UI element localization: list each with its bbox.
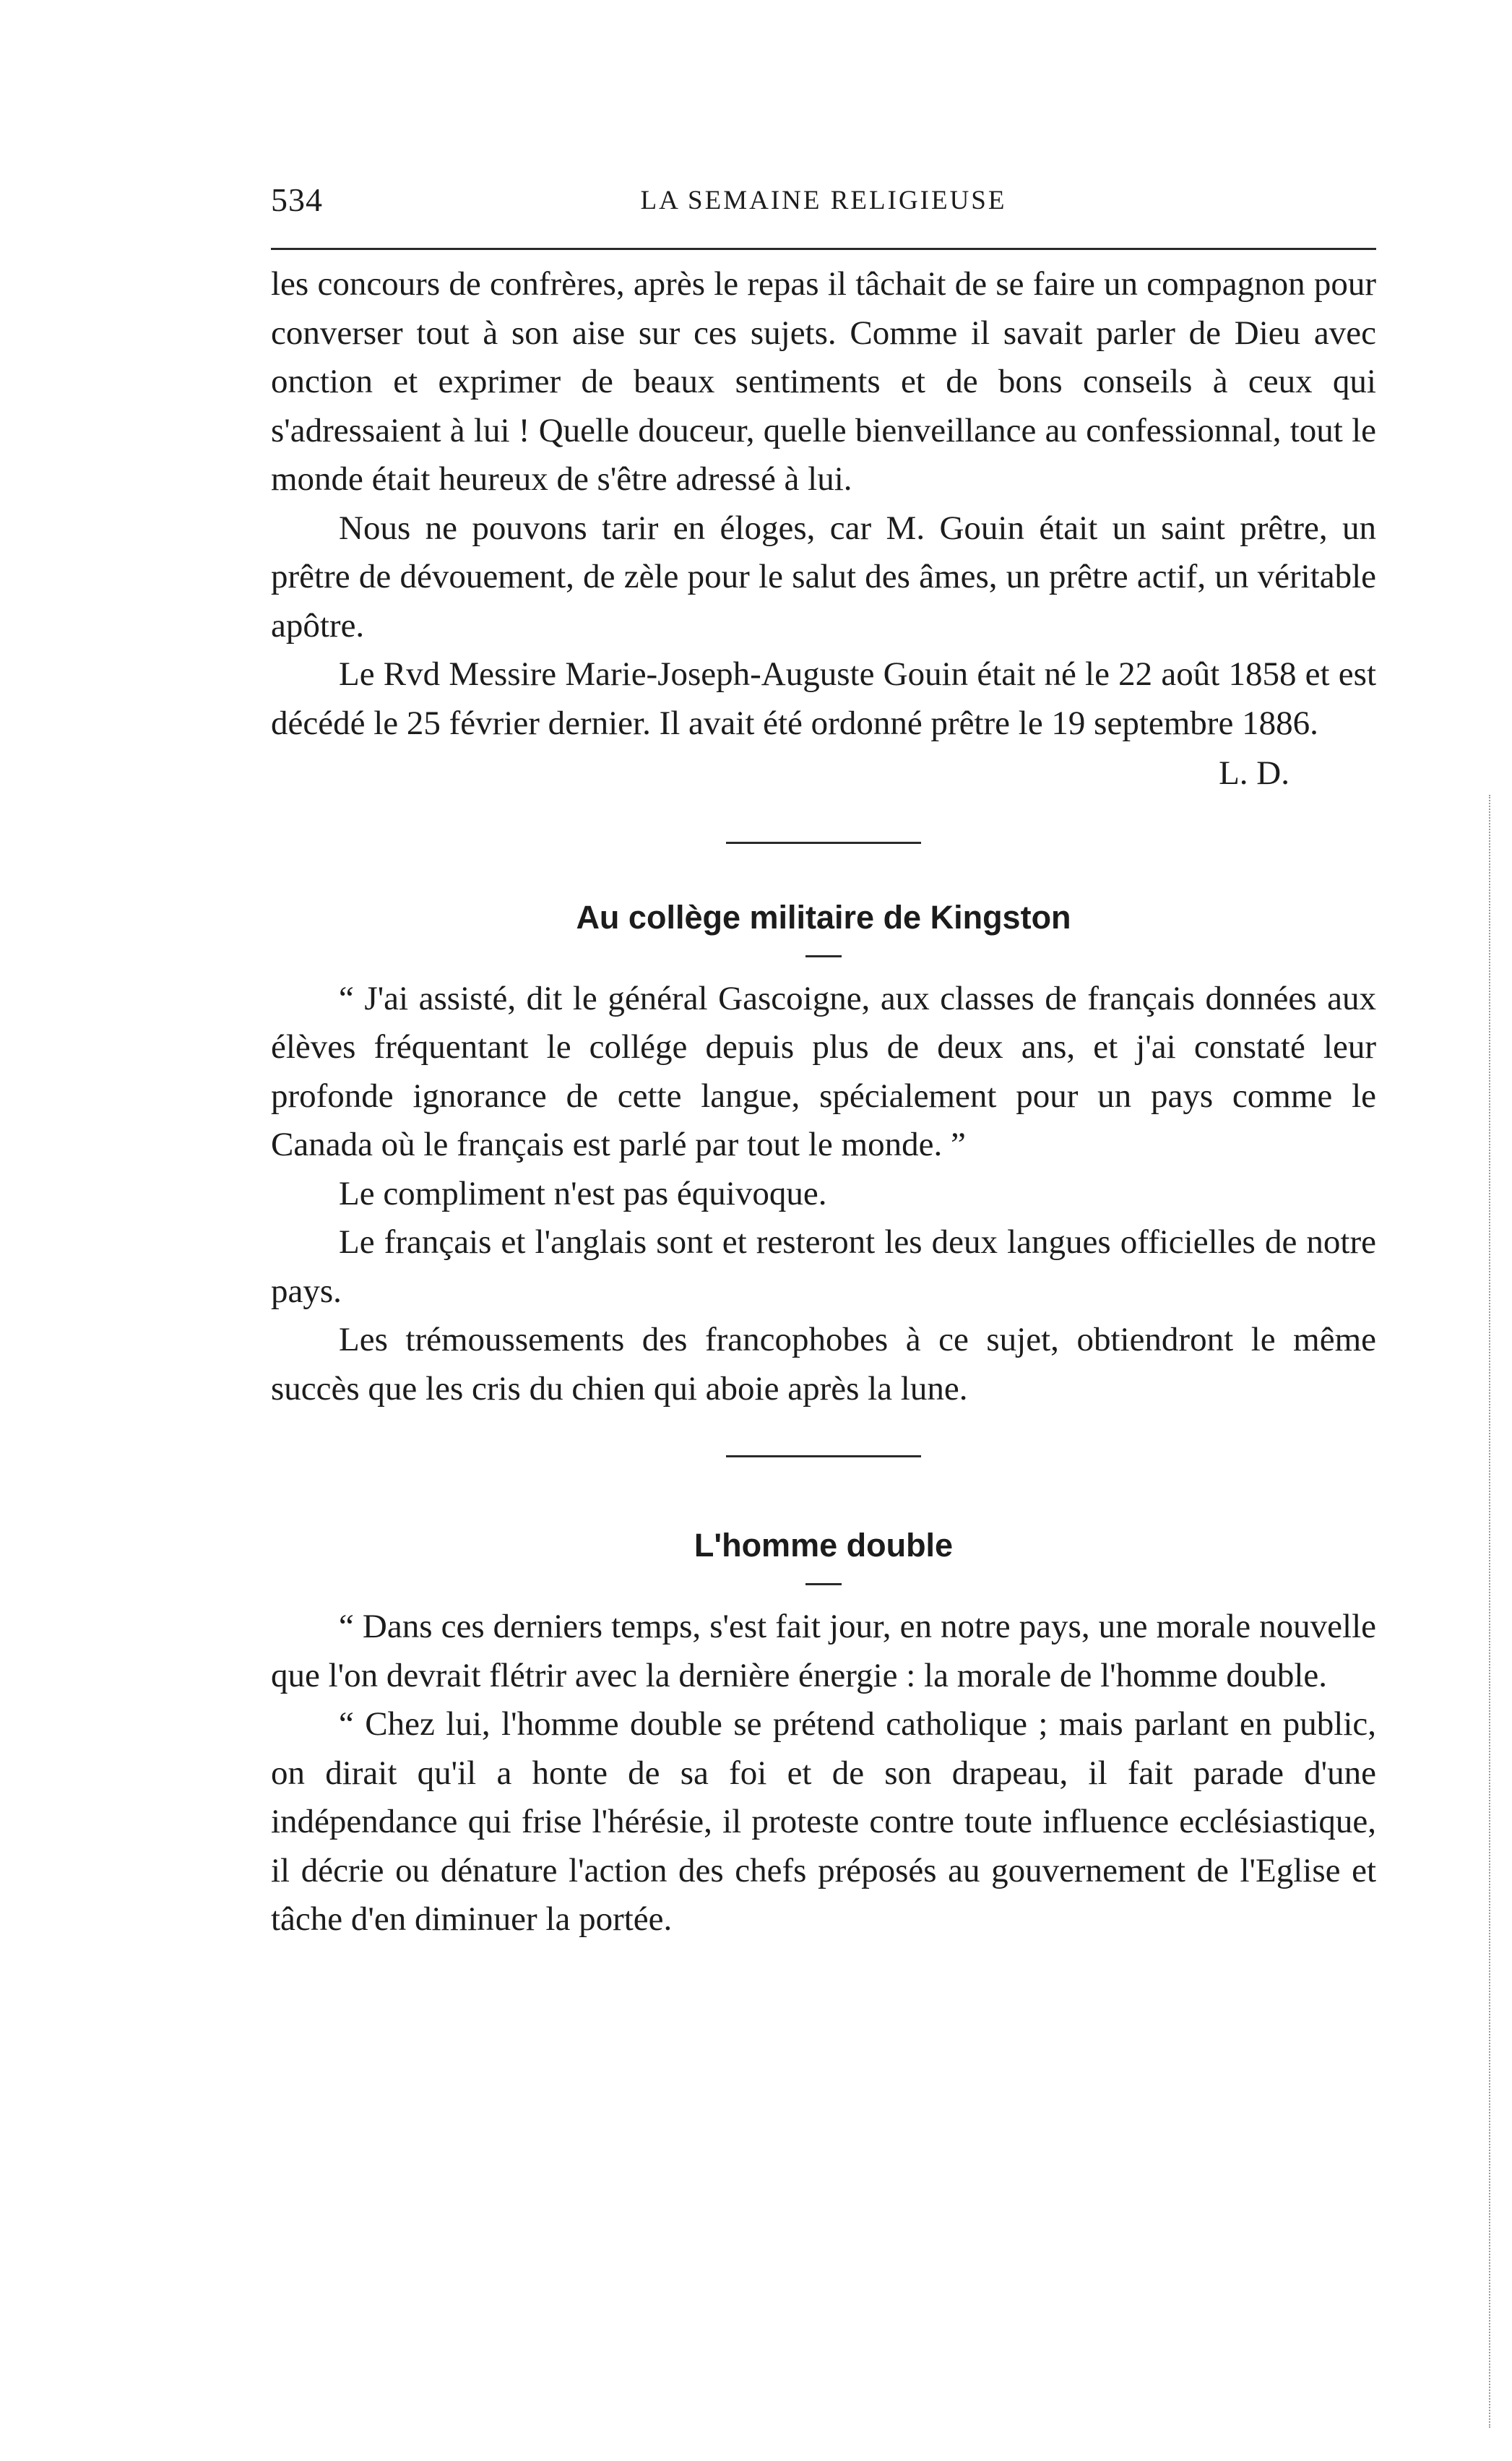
article-title: L'homme double: [694, 1527, 954, 1564]
paragraph: “ Chez lui, l'homme double se prétend catholique ; mais parlant en public, on dirait qu'il a honte de sa foi et de son drapeau, il fait parade d'une indépendance qui frise l'hérésie, il proteste contre toute influence ecclésiastique, il décrie ou dénature l'action des chefs préposés au gouvernement de l'Eglise et tâche d'en diminuer la portée.: [271, 1705, 1376, 1938]
binding-edge-marks: [1485, 795, 1490, 2428]
title-dash: [805, 955, 842, 957]
running-title: LA SEMAINE RELIGIEUSE: [640, 186, 1007, 215]
article-kingston: [271, 896, 1376, 1414]
paragraph: Le Rvd Messire Marie-Joseph-Auguste Gouin était né le 22 août 1858 et est décédé le 25 février dernier. Il avait été ordonné prêtre le 19 septembre 1886.: [271, 655, 1376, 742]
paragraph: “ Dans ces derniers temps, s'est fait jour, en notre pays, une morale nouvelle que l'on devrait flétrir avec la dernière énergie : la morale de l'homme double.: [271, 1608, 1376, 1694]
article-title: Au collège militaire de Kingston: [576, 898, 1071, 936]
header-rule: [271, 248, 1376, 250]
paragraph: Le compliment n'est pas équivoque.: [339, 1174, 827, 1212]
paragraph: Le français et l'anglais sont et resteront les deux langues officielles de notre pays.: [271, 1223, 1376, 1310]
article-homme-double: [271, 1524, 1376, 1944]
signature: L. D.: [1219, 754, 1289, 792]
paragraph: les concours de confrères, après le repas il tâchait de se faire un compagnon pour converser tout à son aise sur ces sujets. Comme il savait parler de Dieu avec onction et exprimer de beaux sentiments et de bons conseils à ceux qui s'adressaient à lui ! Quelle douceur, quelle bienveillance au confessionnal, tout le monde était heureux de s'être adressé à lui.: [271, 265, 1376, 498]
paragraph: Nous ne pouvons tarir en éloges, car M. Gouin était un saint prêtre, un prêtre de dévouement, de zèle pour le salut des âmes, un prêtre actif, un véritable apôtre.: [271, 509, 1376, 645]
section-separator: [726, 842, 921, 844]
page-header: [271, 181, 1376, 231]
page-number: 534: [271, 181, 323, 218]
paragraph: Les trémoussements des francophobes à ce sujet, obtiendront le même succès que les cris du chien qui aboie après la lune.: [271, 1321, 1376, 1408]
section-separator: [726, 1455, 921, 1457]
paragraph: “ J'ai assisté, dit le général Gascoigne, aux classes de français données aux élèves fréquentant le collége depuis plus de deux ans, et j'ai constaté leur profonde ignorance de cette langue, spécialement pour un pays comme le Canada où le français est parlé par tout le monde. ”: [271, 979, 1376, 1163]
page-body: [271, 260, 1376, 1944]
obituary-continuation: [271, 260, 1376, 798]
title-dash: [805, 1583, 842, 1585]
